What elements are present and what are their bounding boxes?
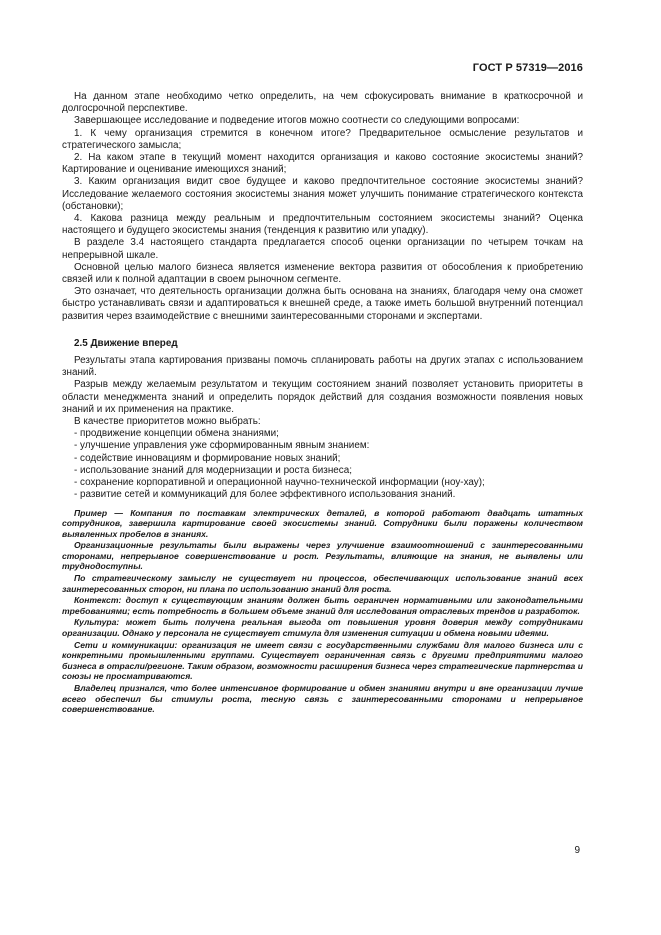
paragraph: Завершающее исследование и подведение итогов можно соотнести со следующими вопросами: [74, 115, 520, 127]
page-content [62, 91, 583, 716]
paragraph: 3. Каким организация видит свое будущее и каково предпочтительное состояние экосистемы знаний? Исследование желаемого состояния экосистемы знания может улучшить понимание стратегического контекста (обстановки); [62, 176, 583, 212]
paragraph: 2. На каком этапе в текущий момент находится организация и каково состояние экосистемы знаний? Картирование и оценивание имеющихся знаний; [62, 152, 583, 176]
example-paragraph: Владелец признался, что более интенсивное формирование и обмен знаниями внутри и вне организации лучше всего обеспечил бы стимулы роста, тесную связь с заинтересованными сторонами и непрерывное совершенствование. [62, 683, 583, 715]
section-title: 2.5 Движение вперед [74, 337, 178, 349]
paragraph: Разрыв между желаемым результатом и текущим состоянием знаний позволяет установить приоритеты в области менеджмента знаний и определить порядок действий для создания возможности появления новых знаний и их применения на практике. [62, 379, 583, 415]
paragraph: Основной целью малого бизнеса является изменение вектора развития от обособления к приобретению связей или к полной адаптации в своем рыночном сегменте. [62, 261, 583, 286]
example-block [62, 508, 583, 715]
paragraph: 1. К чему организация стремится в конечном итоге? Предварительное осмысление результатов и стратегического замысла; [62, 127, 583, 151]
document-header-standard: ГОСТ Р 57319—2016 [472, 62, 583, 74]
example-paragraph: Контекст: доступ к существующим знаниям должен быть ограничен нормативными или законодательными требованиями; есть потребность в большем объеме знаний для исследования отраслевых трендов и разработок. [62, 595, 583, 616]
list-item: - содействие инновациям и формирование новых знаний; [74, 452, 341, 464]
paragraph: В качестве приоритетов можно выбрать: [74, 416, 261, 428]
example-paragraph: Организационные результаты были выражены через улучшение взаимоотношений с заинтересованными сторонами, непрерывное совершенствование и рост. Результаты, влияющие на знания, не выявлены или труднодоступны. [62, 540, 583, 572]
paragraph: Результаты этапа картирования призваны помочь спланировать работы на других этапах с использованием знаний. [62, 355, 583, 379]
page-number: 9 [574, 845, 580, 856]
paragraph: Это означает, что деятельность организации должна быть основана на знаниях, благодаря чему она сможет быстро устанавливать связи и адаптироваться к внешней среде, а также иметь большой внутренний потенциал развития через взаимодействие с внешними заинтересованными сторонами и экспертами. [62, 286, 583, 322]
paragraph: 4. Какова разница между реальным и предпочтительным состоянием экосистемы знаний? Оценка настоящего и будущего экосистемы знания (тенденция к развитию или упадку). [62, 213, 583, 237]
list-item: - развитие сетей и коммуникаций для более эффективного использования знаний. [74, 489, 456, 501]
list-item: - использование знаний для модернизации и роста бизнеса; [74, 464, 352, 476]
priority-list [62, 428, 583, 501]
list-item: - продвижение концепции обмена знаниями; [74, 428, 279, 440]
example-paragraph: Пример — Компания по поставкам электрических деталей, в которой работают двадцать штатных сотрудников, завершила картирование своей экосистемы знаний. Сотрудники были поражены количеством выявленных пробелов в знаниях. [62, 507, 583, 539]
list-item: - улучшение управления уже сформированным явным знанием: [74, 440, 370, 452]
paragraph: В разделе 3.4 настоящего стандарта предлагается способ оценки организации по четырем точкам на непрерывной шкале. [62, 237, 583, 261]
list-item: - сохранение корпоративной и операционной научно-технической информации (ноу-хау); [74, 477, 485, 489]
example-paragraph: По стратегическому замыслу не существует ни процессов, обеспечивающих использование знаний всех заинтересованных сторон, ни плана по использованию знаний для роста. [62, 573, 583, 594]
paragraph: На данном этапе необходимо четко определить, на чем сфокусировать внимание в краткосрочной и долгосрочной перспективе. [62, 91, 583, 115]
example-paragraph: Сети и коммуникации: организация не имеет связи с государственными службами для малого бизнеса или с конкретными промышленными группами. Существует ограниченная связь с другими предприятиями малого бизнеса в отрасли/регионе. Таким образом, возможности расширения бизнеса через стратегические партнерства и союзы не просматриваются. [62, 639, 583, 682]
example-paragraph: Культура: может быть получена реальная выгода от повышения уровня доверия между сотрудниками организации. Однако у персонала не существует стимула для изменения ситуации и обмена новыми идеями. [62, 617, 583, 639]
